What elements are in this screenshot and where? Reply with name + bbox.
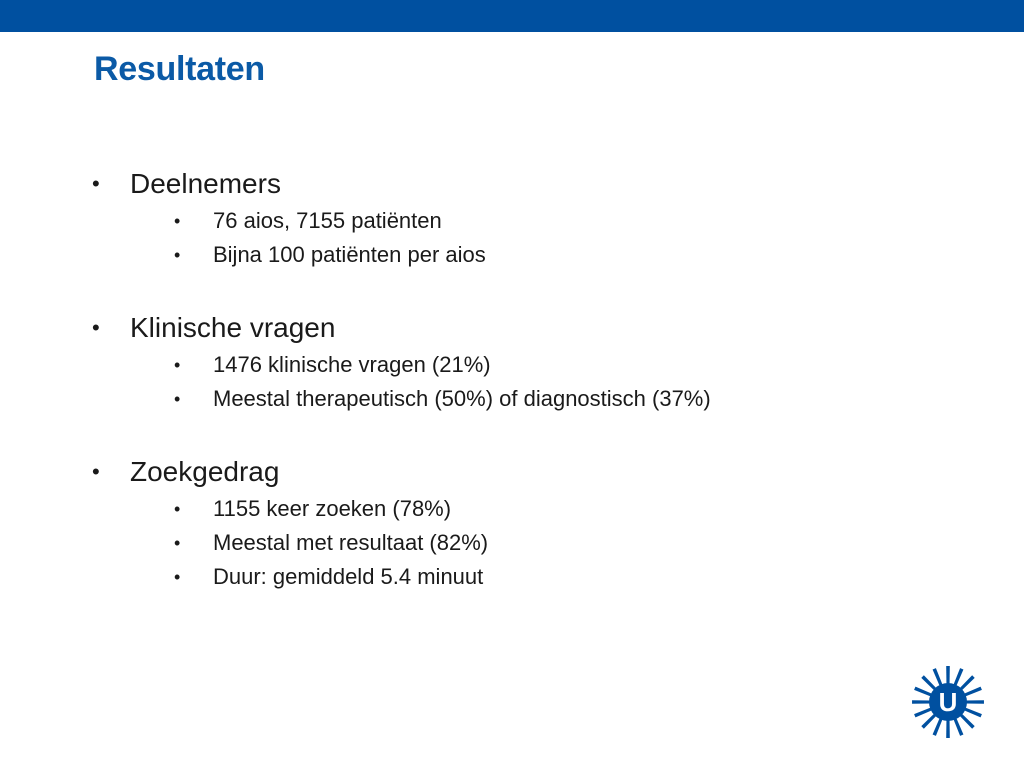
bullet-icon: •: [174, 567, 181, 587]
sub-bullet-item: [92, 348, 952, 382]
university-sun-logo-icon: [910, 664, 986, 740]
sub-bullet-item: [92, 382, 952, 416]
section-klinische-vragen: [92, 308, 952, 416]
bullet-icon: •: [174, 389, 181, 409]
sub-bullet-item: [92, 526, 952, 560]
bullet-icon: •: [92, 459, 100, 484]
sub-bullet-text: Meestal therapeutisch (50%) of diagnostisch (37%): [213, 386, 711, 411]
sub-bullet-text: 76 aios, 7155 patiënten: [213, 208, 442, 233]
sub-bullet-text: Meestal met resultaat (82%): [213, 530, 489, 555]
sub-bullet-text: Bijna 100 patiënten per aios: [213, 242, 486, 267]
bullet-icon: •: [174, 533, 181, 553]
slide-title: Resultaten: [94, 50, 265, 88]
sub-bullet-text: 1155 keer zoeken (78%): [213, 496, 452, 521]
bullet-icon: •: [92, 171, 100, 196]
logo-letter: U: [938, 687, 958, 717]
bullet-list: [92, 164, 952, 630]
bullet-icon: •: [174, 211, 181, 231]
section-deelnemers: [92, 164, 952, 272]
section-zoekgedrag: [92, 452, 952, 594]
section-heading: Klinische vragen: [130, 312, 336, 343]
section-heading: Deelnemers: [130, 168, 281, 199]
bullet-item: [92, 164, 952, 204]
sub-bullet-item: [92, 204, 952, 238]
sub-bullet-item: [92, 238, 952, 272]
bullet-icon: •: [174, 499, 181, 519]
sub-bullet-text: Duur: gemiddeld 5.4 minuut: [213, 564, 484, 589]
bullet-icon: •: [174, 245, 181, 265]
bullet-item: [92, 308, 952, 348]
sub-bullet-item: [92, 492, 952, 526]
sub-bullet-text: 1476 klinische vragen (21%): [213, 352, 491, 377]
bullet-icon: •: [92, 315, 100, 340]
header-bar: [0, 0, 1024, 32]
section-heading: Zoekgedrag: [130, 456, 280, 487]
bullet-item: [92, 452, 952, 492]
bullet-icon: •: [174, 355, 181, 375]
sub-bullet-item: [92, 560, 952, 594]
